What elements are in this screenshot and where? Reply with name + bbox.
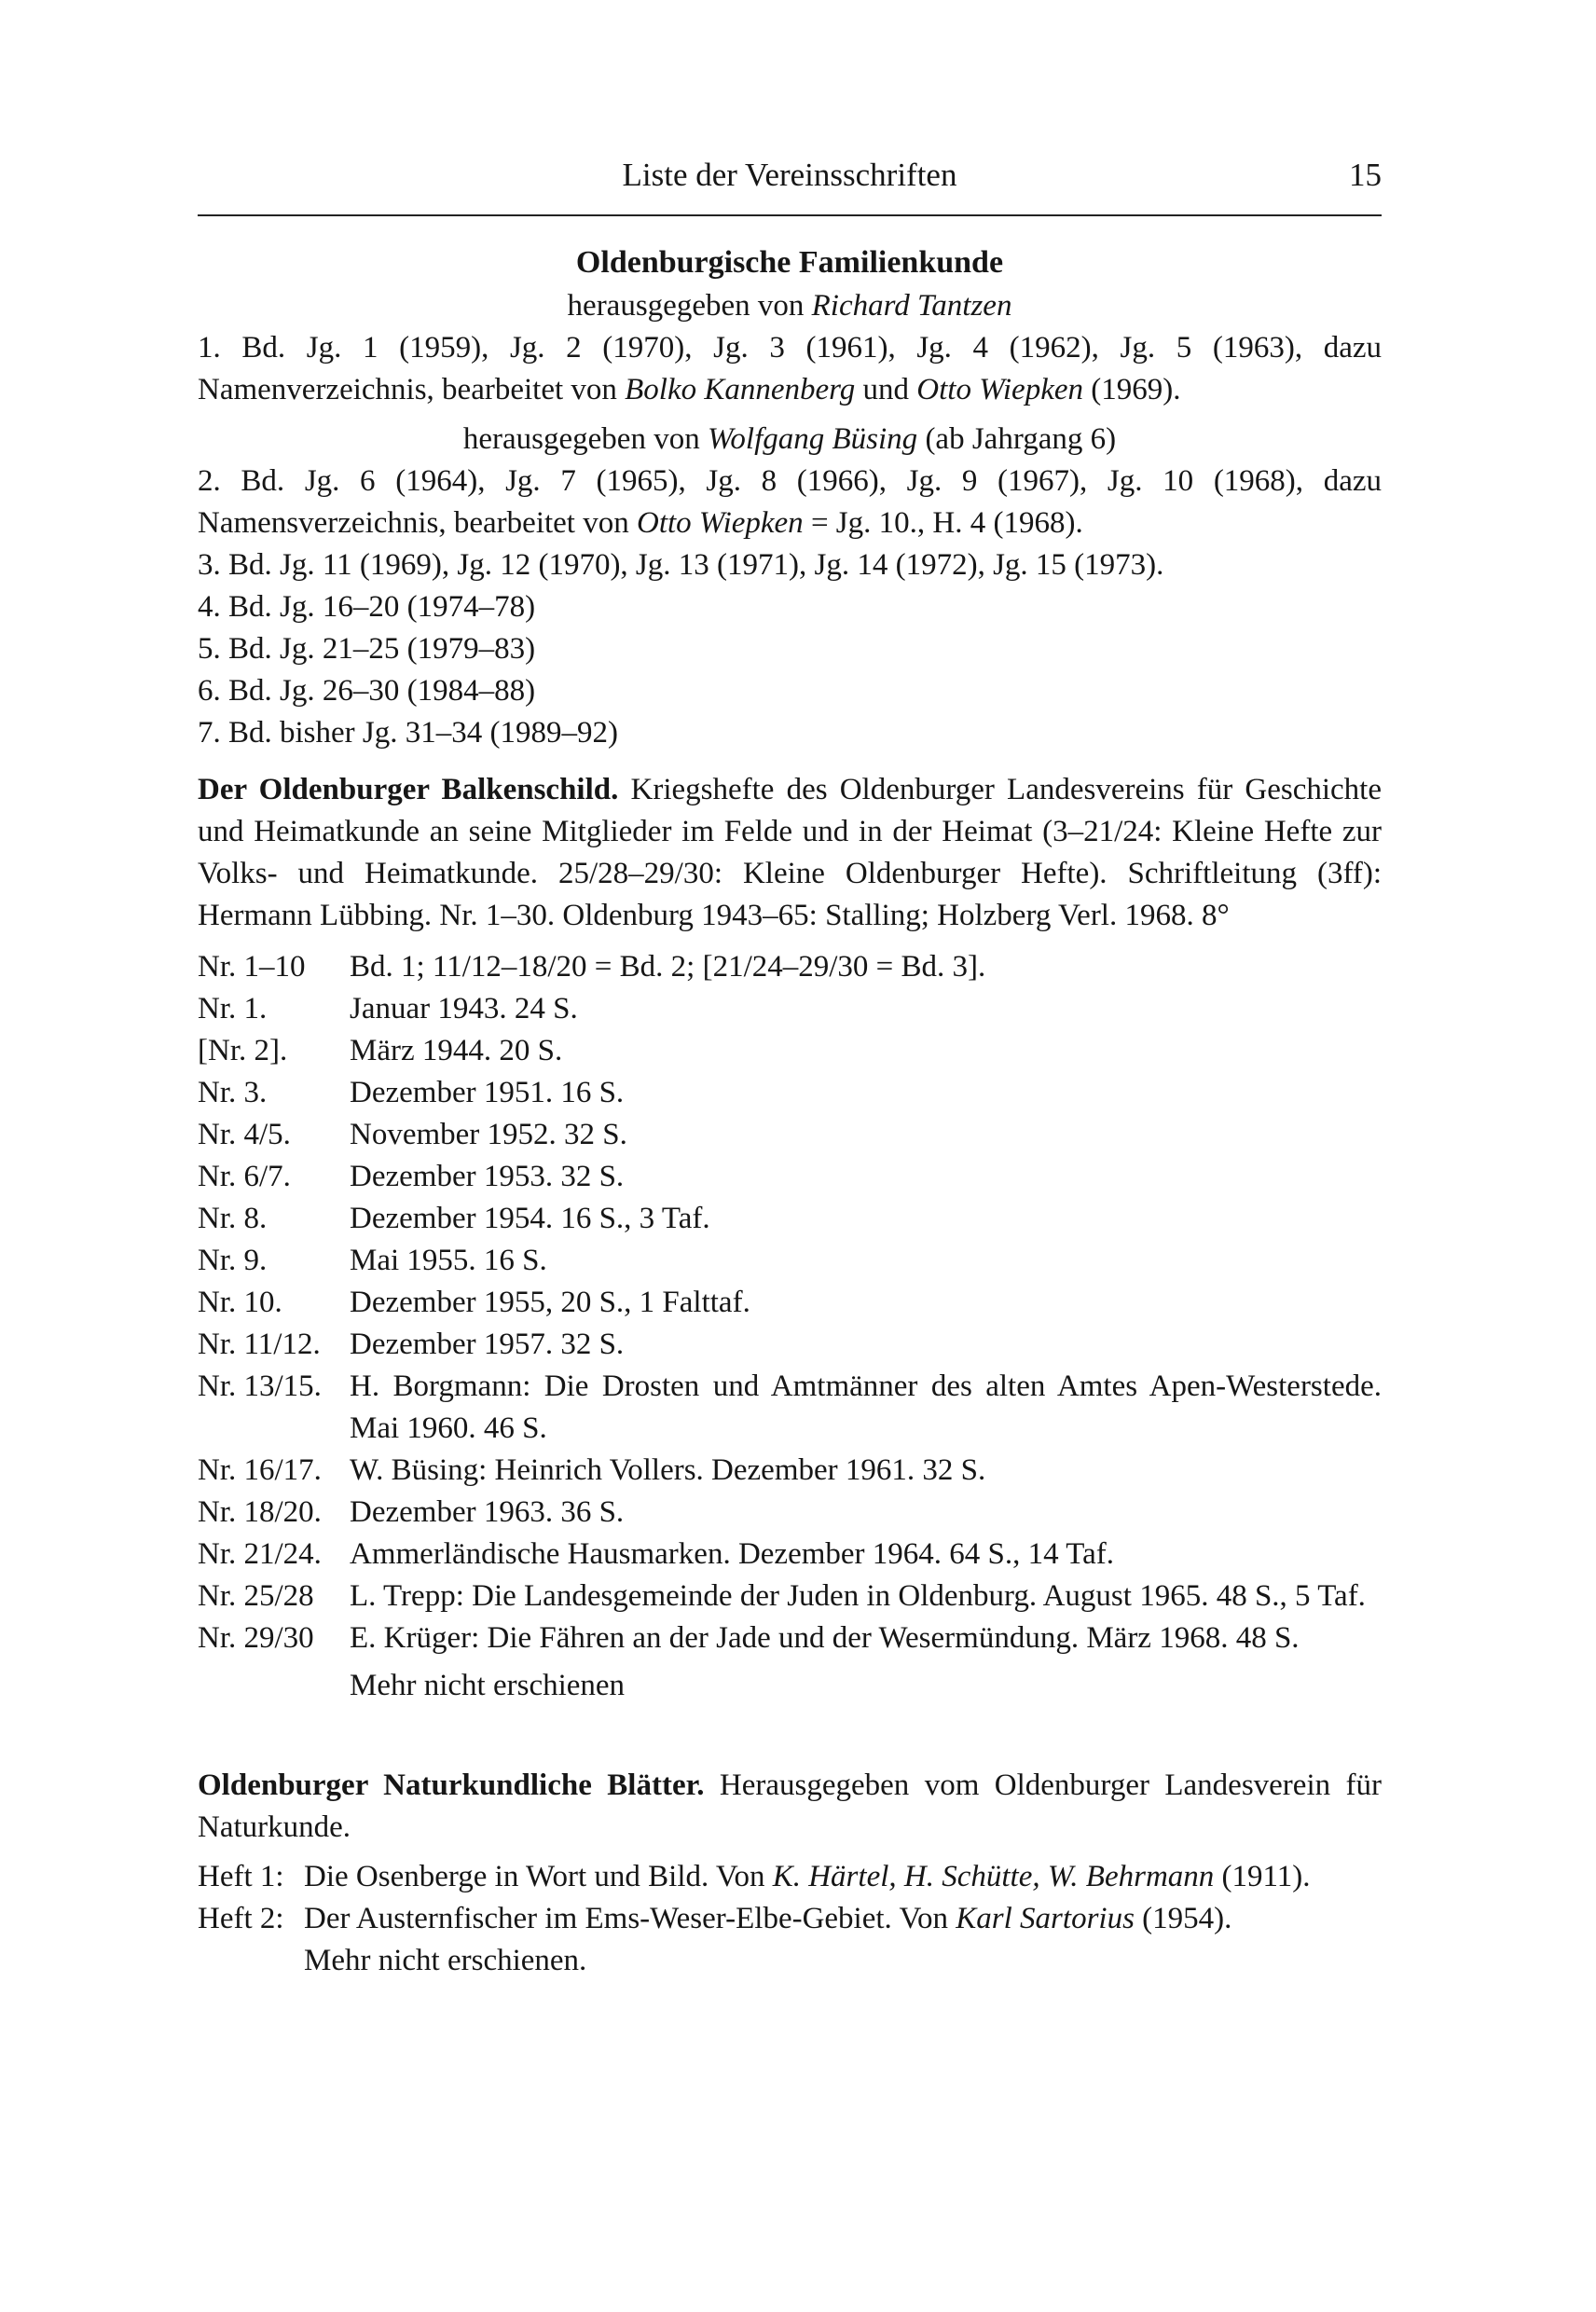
issue-description: Dezember 1955, 20 S., 1 Falttaf.	[350, 1286, 750, 1319]
closing-note: Mehr nicht erschienen	[350, 1669, 626, 1702]
section-familienkunde	[198, 241, 1382, 754]
running-head-title: Liste der Vereinsschriften	[622, 157, 957, 193]
list-item	[198, 1324, 1382, 1366]
issue-number: Nr. 4/5.	[198, 1118, 291, 1151]
volume-entry-2	[198, 461, 1382, 544]
issue-number: Nr. 18/20.	[198, 1495, 322, 1529]
list-item	[198, 1366, 1382, 1450]
list-item	[198, 1240, 1382, 1282]
list-item	[198, 946, 1382, 988]
author-name: Bolko Kannenberg	[625, 373, 856, 406]
issue-number: Nr. 10.	[198, 1286, 282, 1319]
issue-number: Nr. 25/28	[198, 1579, 314, 1613]
issue-description: Dezember 1957. 32 S.	[350, 1328, 625, 1361]
header-rule	[198, 214, 1382, 216]
issue-description	[304, 1898, 1382, 1940]
issue-number: Nr. 8.	[198, 1202, 268, 1235]
list-item	[198, 1030, 1382, 1072]
editor-prefix: herausgegeben von	[462, 422, 708, 456]
section-title: Oldenburger Naturkundliche Blätter.	[198, 1768, 705, 1802]
section-intro	[198, 769, 1382, 937]
list-item	[198, 988, 1382, 1030]
volume-entry-1	[198, 327, 1382, 411]
issue-description: Dezember 1953. 32 S.	[350, 1160, 625, 1193]
section-title: Oldenburgische Familienkunde	[575, 245, 1004, 280]
list-item	[198, 1856, 1382, 1898]
issue-number: Nr. 11/12.	[198, 1328, 321, 1361]
editor-line	[198, 285, 1382, 327]
issue-description: Ammerländische Hausmarken. Dezember 1964. 64 S., 14 Taf.	[350, 1537, 1115, 1571]
running-head	[198, 152, 1382, 200]
issue-description: Dezember 1951. 16 S.	[350, 1076, 625, 1109]
section-description: Herausgegeben vom Oldenburger Landesverein für Naturkunde.	[198, 1768, 1383, 1844]
volume-text: = Jg. 10., H. 4 (1968).	[803, 506, 1083, 540]
section-naturkunde	[198, 1765, 1382, 1982]
issue-description: März 1944. 20 S.	[350, 1034, 563, 1067]
list-item	[198, 1114, 1382, 1156]
list-item	[198, 1576, 1382, 1617]
issue-number: Heft 1:	[198, 1860, 284, 1893]
issue-description: Bd. 1; 11/12–18/20 = Bd. 2; [21/24–29/30 = Bd. 3].	[350, 950, 986, 984]
closing-note: Mehr nicht erschienen.	[304, 1944, 587, 1977]
list-item	[198, 1617, 1382, 1659]
volume-entry-4: 4. Bd. Jg. 16–20 (1974–78)	[198, 590, 536, 624]
issue-description: Januar 1943. 24 S.	[350, 992, 578, 1025]
issue-description: Dezember 1954. 16 S., 3 Taf.	[350, 1202, 710, 1235]
section-intro	[198, 1765, 1382, 1849]
volume-entry-3: 3. Bd. Jg. 11 (1969), Jg. 12 (1970), Jg. 13 (1971), Jg. 14 (1972), Jg. 15 (1973).	[198, 548, 1164, 582]
list-item	[198, 1282, 1382, 1324]
issue-description: E. Krüger: Die Fähren an der Jade und der Wesermündung. März 1968. 48 S.	[350, 1621, 1300, 1655]
editor-prefix: herausgegeben von	[567, 289, 812, 323]
volume-entry-6: 6. Bd. Jg. 26–30 (1984–88)	[198, 674, 536, 708]
list-item	[198, 1534, 1382, 1576]
issue-number: Nr. 13/15.	[198, 1369, 322, 1403]
section-title: Der Oldenburger Balkenschild.	[198, 773, 619, 806]
issue-number: Heft 2:	[198, 1902, 284, 1935]
issue-list	[198, 946, 1382, 1659]
issue-number: Nr. 9.	[198, 1244, 268, 1277]
editor-suffix: (ab Jahrgang 6)	[917, 422, 1117, 456]
editor-name: Wolfgang Büsing	[707, 422, 918, 456]
issue-description	[304, 1856, 1382, 1898]
list-item	[198, 1898, 1382, 1940]
issue-description: Mai 1955. 16 S.	[350, 1244, 547, 1277]
issue-number: Nr. 3.	[198, 1076, 268, 1109]
list-item	[198, 1198, 1382, 1240]
issue-number: Nr. 6/7.	[198, 1160, 291, 1193]
section-description: Kriegshefte des Oldenburger Landesvereins für Geschichte und Heimatkunde an seine Mitglieder im Felde und in der Heimat (3–21/24: Kleine Hefte zur Volks- und Heimatkunde. 25/28–29/30: Kleine Oldenburger Hefte). Schriftleitung (3ff): Hermann Lübbing. Nr. 1–30. Oldenburg 1943–65: Stalling; Holzberg Verl. 1968. 8°	[198, 773, 1382, 932]
issue-text: Der Austernfischer im Ems-Weser-Elbe-Gebiet. Von	[304, 1902, 956, 1935]
issue-number: Nr. 1.	[198, 992, 268, 1025]
author-name: Karl Sartorius	[956, 1902, 1135, 1935]
volume-text: (1969).	[1083, 373, 1181, 406]
issue-text: Die Osenberge in Wort und Bild. Von	[304, 1860, 773, 1893]
volume-entry-7: 7. Bd. bisher Jg. 31–34 (1989–92)	[198, 716, 618, 750]
issue-number: Nr. 1–10	[198, 950, 306, 984]
author-name: Otto Wiepken	[916, 373, 1083, 406]
issue-number: Nr. 29/30	[198, 1621, 314, 1655]
issue-description: November 1952. 32 S.	[350, 1118, 627, 1151]
issue-number: Nr. 21/24.	[198, 1537, 322, 1571]
editor-line	[198, 419, 1382, 461]
list-item	[198, 1492, 1382, 1534]
volume-text: 2. Bd. Jg. 6 (1964), Jg. 7 (1965), Jg. 8 (1966), Jg. 9 (1967), Jg. 10 (1968), dazu Namensverzeichnis, bearbeitet von	[198, 464, 1382, 540]
issue-number: [Nr. 2].	[198, 1034, 288, 1067]
list-item	[198, 1072, 1382, 1114]
volume-text: 1. Bd. Jg. 1 (1959), Jg. 2 (1970), Jg. 3 (1961), Jg. 4 (1962), Jg. 5 (1963), dazu Namenverzeichnis, bearbeitet von	[198, 331, 1382, 406]
issue-description: L. Trepp: Die Landesgemeinde der Juden in Oldenburg. August 1965. 48 S., 5 Taf.	[350, 1579, 1366, 1613]
author-name: K. Härtel, H. Schütte, W. Behrmann	[772, 1860, 1215, 1893]
issue-description: H. Borgmann: Die Drosten und Amtmänner des alten Amtes Apen-Westerstede. Mai 1960. 46 S.	[350, 1369, 1382, 1445]
volume-text: und	[855, 373, 917, 406]
editor-name: Richard Tantzen	[811, 289, 1012, 323]
issue-number: Nr. 16/17.	[198, 1453, 322, 1487]
issue-text: (1911).	[1214, 1860, 1311, 1893]
issue-text: (1954).	[1134, 1902, 1232, 1935]
list-item	[198, 1156, 1382, 1198]
section-balkenschild	[198, 769, 1382, 1707]
volume-entry-5: 5. Bd. Jg. 21–25 (1979–83)	[198, 632, 536, 666]
issue-description: Dezember 1963. 36 S.	[350, 1495, 625, 1529]
author-name: Otto Wiepken	[636, 506, 804, 540]
issue-description: W. Büsing: Heinrich Vollers. Dezember 1961. 32 S.	[350, 1453, 986, 1487]
list-item	[198, 1450, 1382, 1492]
page-number: 15	[1349, 157, 1382, 193]
